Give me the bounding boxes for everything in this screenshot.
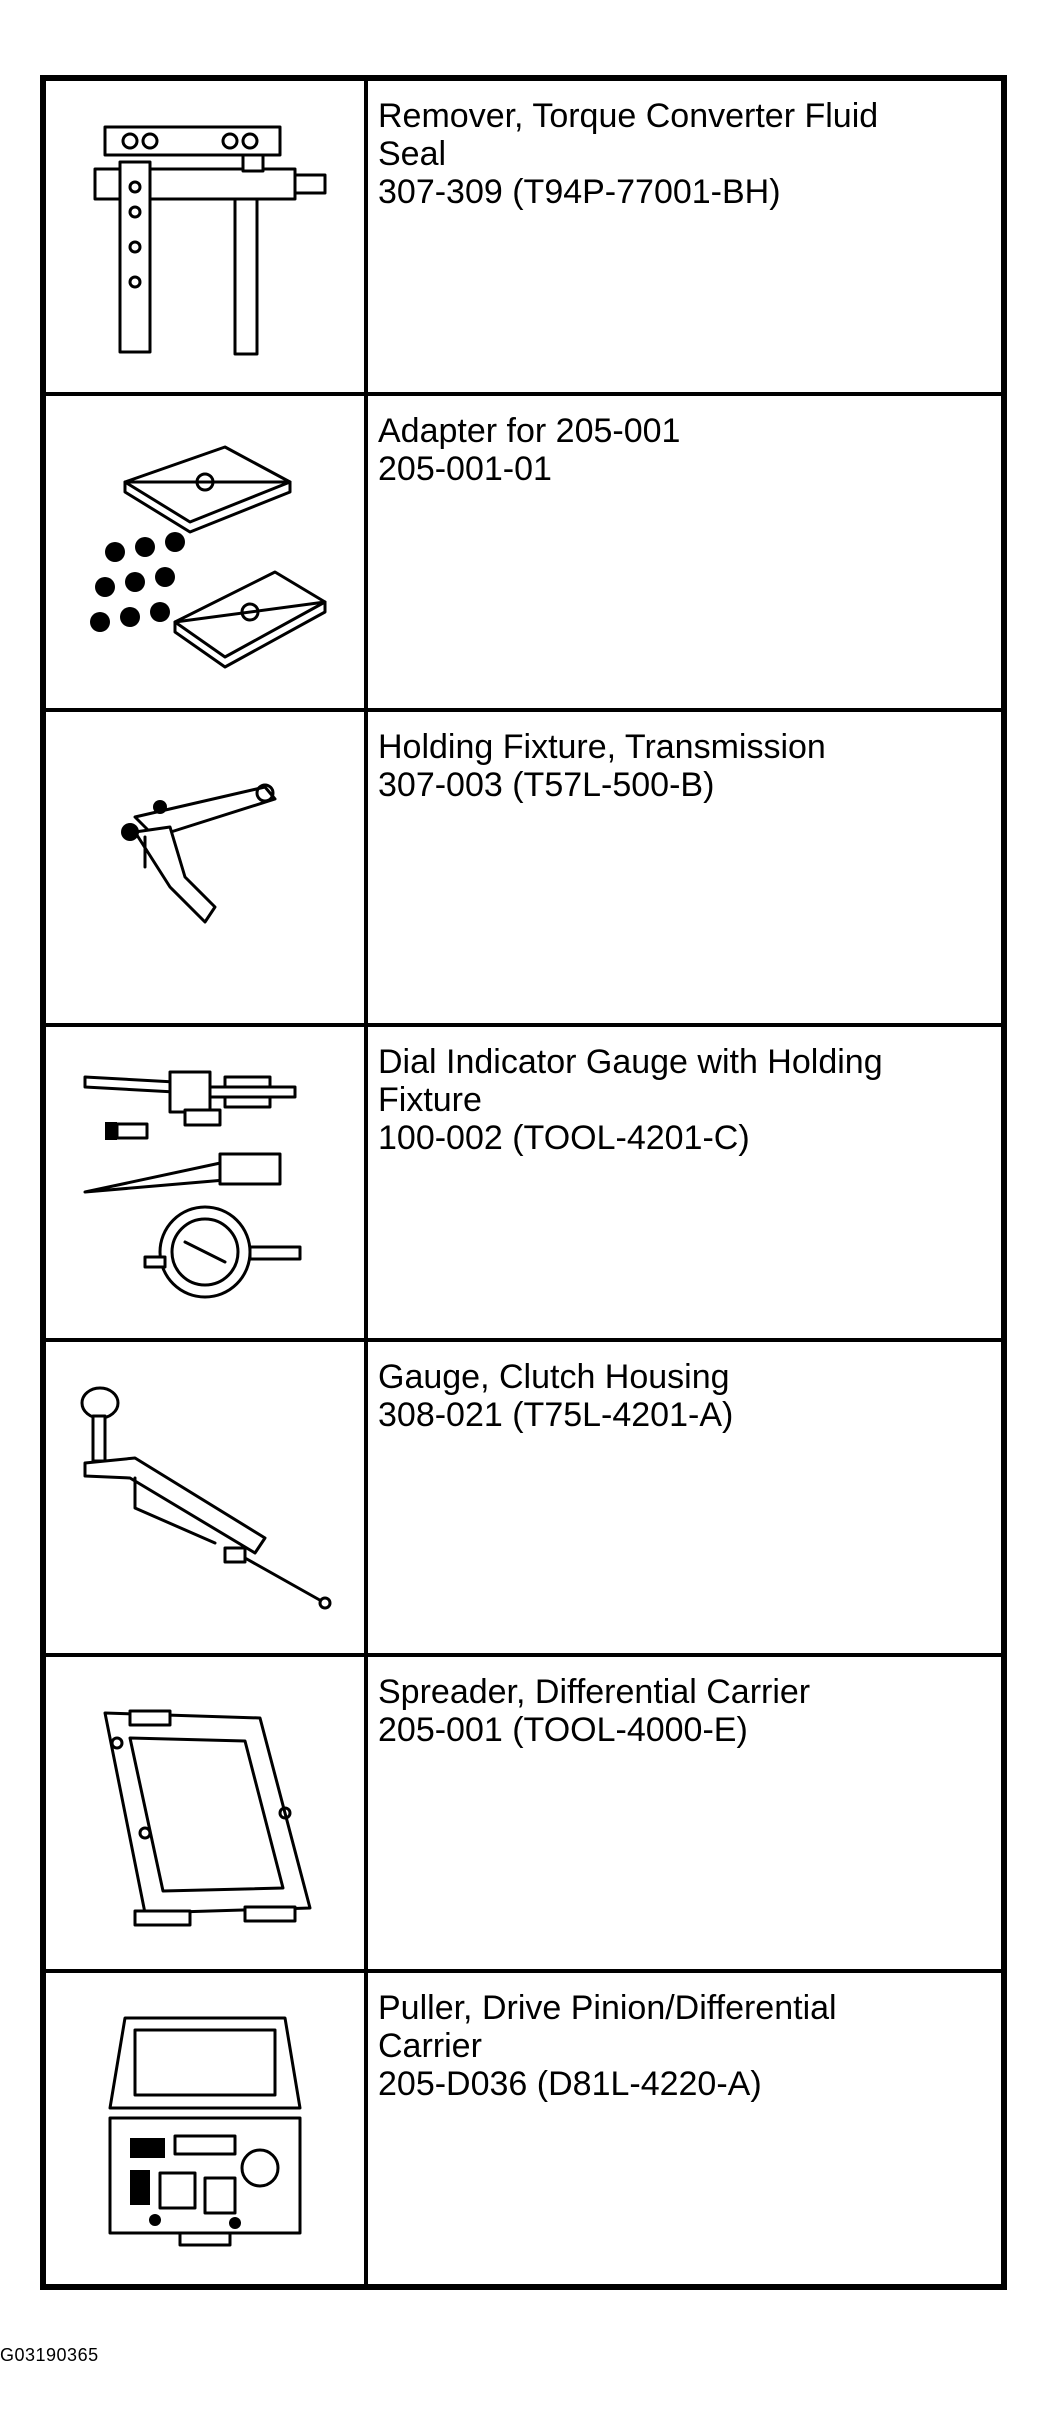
tool-name: Carrier bbox=[378, 2026, 482, 2065]
spreader-frame-icon bbox=[75, 1683, 335, 1943]
tool-row bbox=[46, 1023, 1001, 1338]
holding-fixture-icon bbox=[75, 737, 335, 997]
tool-image-cell bbox=[46, 396, 368, 707]
tool-name: Remover, Torque Converter Fluid bbox=[378, 97, 879, 135]
tool-description bbox=[368, 396, 1001, 707]
tool-description bbox=[368, 81, 1001, 392]
tool-name: Fixture bbox=[378, 1080, 482, 1119]
tool-row bbox=[46, 1338, 1001, 1653]
tool-image-cell bbox=[46, 81, 368, 392]
tool-image-cell bbox=[46, 1027, 368, 1338]
puller-case-icon bbox=[75, 1998, 335, 2258]
tool-image-cell bbox=[46, 1342, 368, 1653]
tool-number: 307-003 (T57L-500-B) bbox=[378, 765, 715, 804]
tool-row bbox=[46, 708, 1001, 1023]
tool-number: 307-309 (T94P-77001-BH) bbox=[378, 173, 781, 211]
tool-image-cell bbox=[46, 712, 368, 1023]
figure-id: G03190365 bbox=[0, 2345, 99, 2365]
tool-name: Puller, Drive Pinion/Differential bbox=[378, 1988, 837, 2027]
tool-row bbox=[46, 392, 1001, 707]
tool-number: 205-001-01 bbox=[378, 450, 552, 489]
tool-image-cell bbox=[46, 1657, 368, 1968]
seal-remover-icon bbox=[75, 107, 335, 367]
special-tools-table bbox=[40, 75, 1007, 2290]
clutch-gauge-icon bbox=[75, 1368, 335, 1628]
tool-description bbox=[368, 1027, 1001, 1338]
tool-name: Adapter for 205-001 bbox=[378, 412, 681, 451]
tool-name: Dial Indicator Gauge with Holding bbox=[378, 1042, 883, 1081]
tool-name: Seal bbox=[378, 135, 447, 173]
tool-row bbox=[46, 81, 1001, 392]
tool-image-cell bbox=[46, 1973, 368, 2284]
tool-description bbox=[368, 1342, 1001, 1653]
tool-description bbox=[368, 1973, 1001, 2284]
tool-name: Holding Fixture, Transmission bbox=[378, 727, 826, 766]
tool-description bbox=[368, 1657, 1001, 1968]
tool-number: 308-021 (T75L-4201-A) bbox=[378, 1396, 734, 1435]
tool-description bbox=[368, 712, 1001, 1023]
dial-indicator-icon bbox=[75, 1052, 335, 1312]
tool-number: 205-001 (TOOL-4000-E) bbox=[378, 1711, 748, 1750]
tool-number: 205-D036 (D81L-4220-A) bbox=[378, 2064, 762, 2103]
tool-name: Spreader, Differential Carrier bbox=[378, 1673, 811, 1712]
tool-name: Gauge, Clutch Housing bbox=[378, 1358, 730, 1397]
tool-row bbox=[46, 1969, 1001, 2284]
tool-number: 100-002 (TOOL-4201-C) bbox=[378, 1118, 750, 1157]
tool-row bbox=[46, 1653, 1001, 1968]
adapter-plates-icon bbox=[75, 422, 335, 682]
